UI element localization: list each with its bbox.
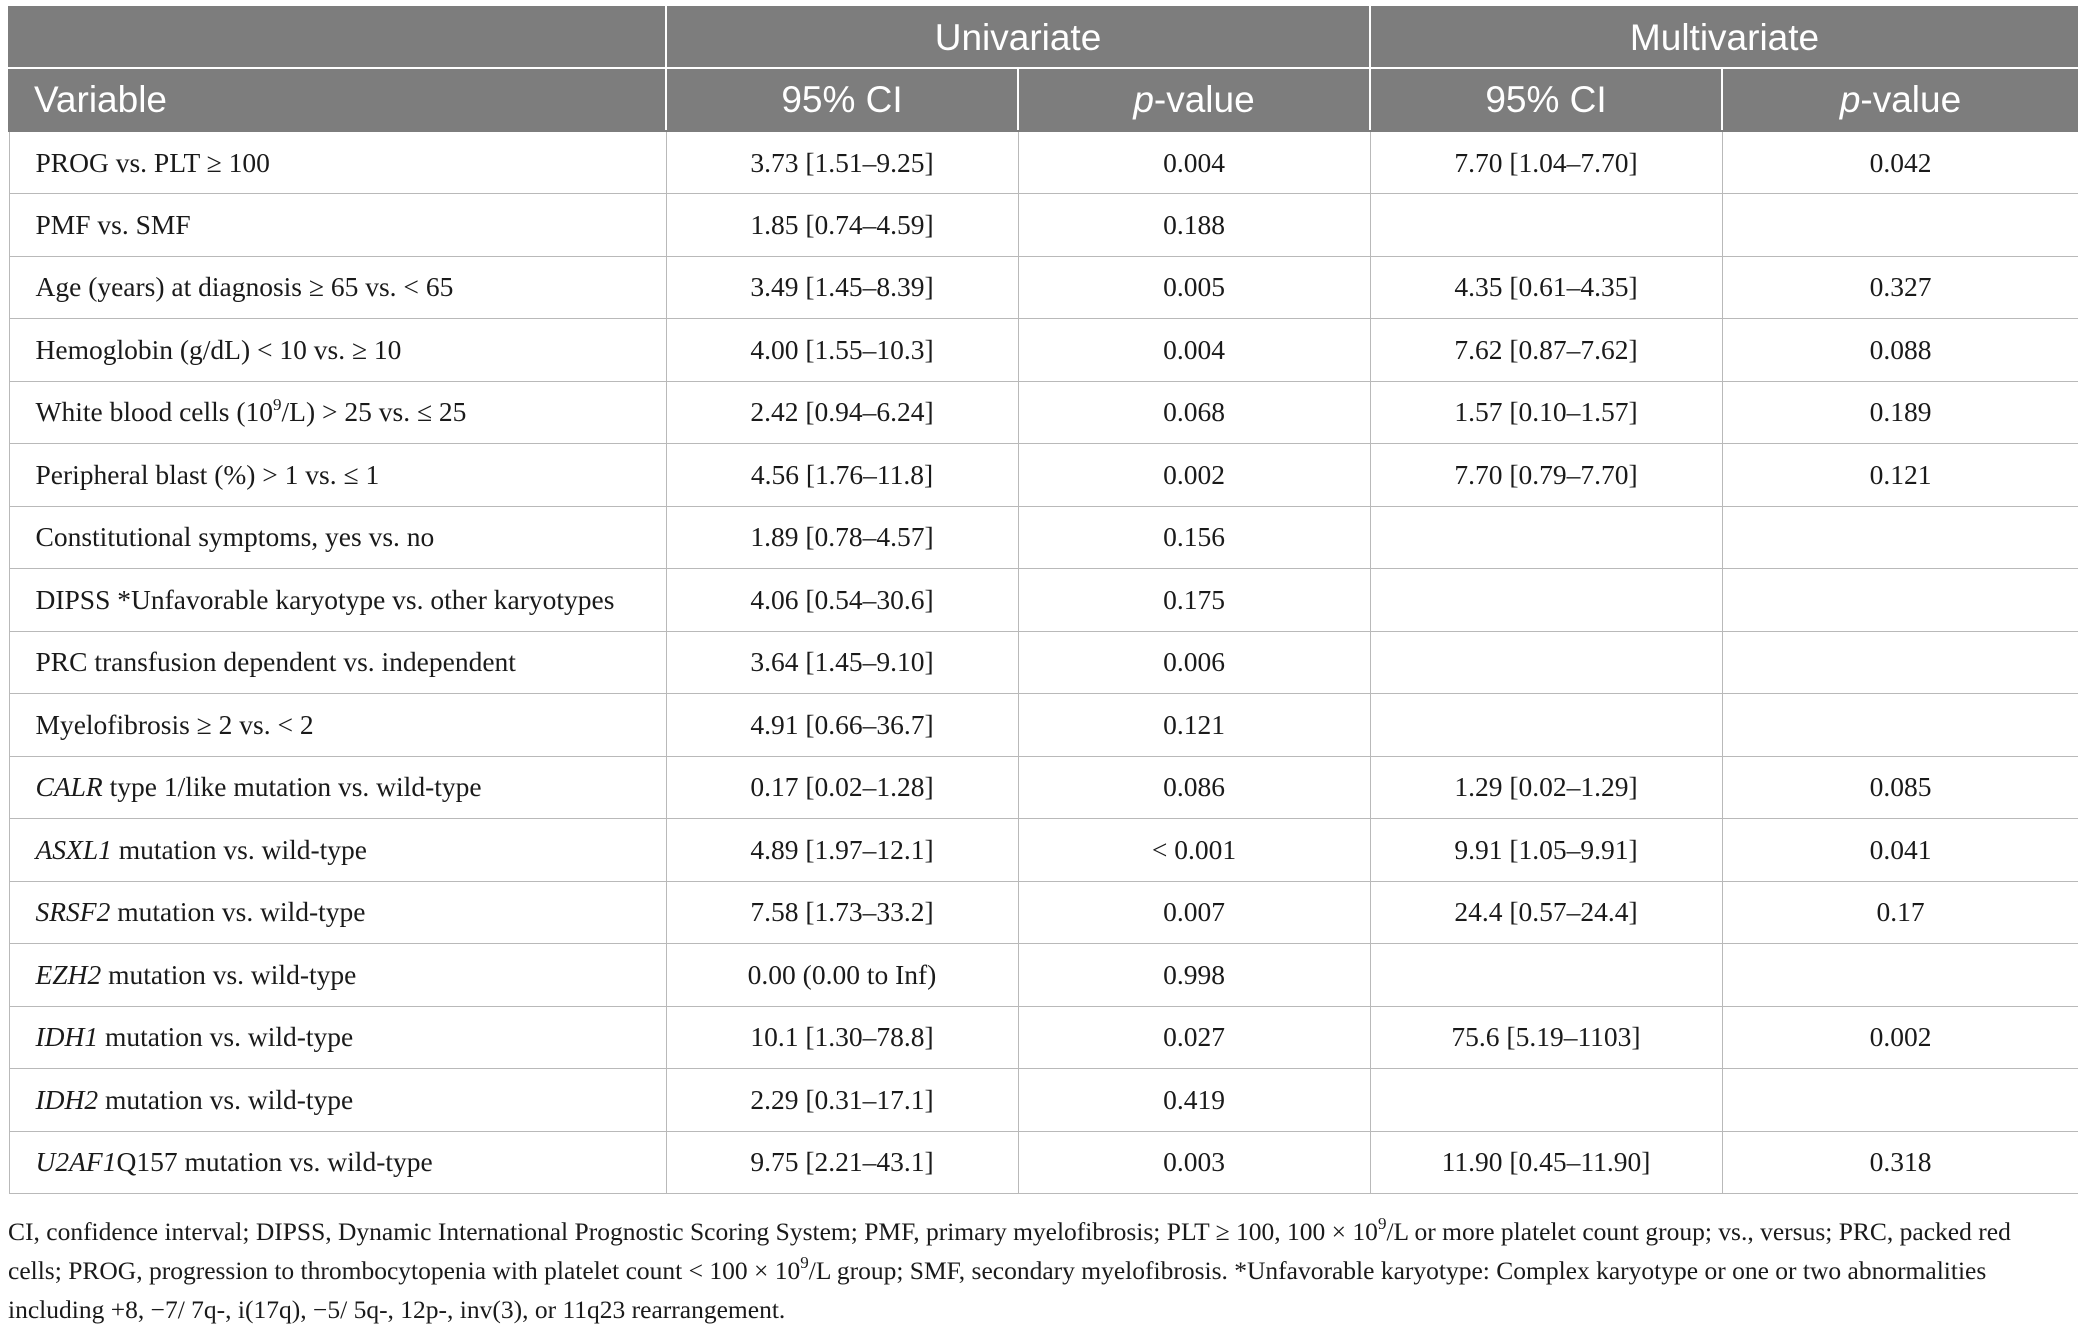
univariate-pvalue-cell: 0.003: [1018, 1131, 1370, 1194]
table-row: [9, 756, 2078, 819]
multivariate-ci-cell: [1370, 944, 1722, 1007]
variable-label: Age (years) at diagnosis ≥ 65 vs. < 65: [35, 271, 454, 303]
header-multivariate-ci: 95% CI: [1370, 68, 1722, 131]
multivariate-ci-cell: 7.70 [1.04–7.70]: [1370, 131, 1722, 194]
variable-cell: [9, 756, 666, 819]
multivariate-ci-cell: 7.70 [0.79–7.70]: [1370, 444, 1722, 507]
univariate-ci-cell: 4.91 [0.66–36.7]: [666, 694, 1018, 757]
variable-label: mutation vs. wild-type: [98, 1021, 354, 1053]
column-header-row: [9, 68, 2078, 131]
multivariate-ci-cell: 11.90 [0.45–11.90]: [1370, 1131, 1722, 1194]
univariate-ci-cell: 0.17 [0.02–1.28]: [666, 756, 1018, 819]
univariate-ci-cell: 2.29 [0.31–17.1]: [666, 1069, 1018, 1132]
multivariate-ci-cell: 7.62 [0.87–7.62]: [1370, 319, 1722, 382]
multivariate-pvalue-cell: [1722, 506, 2078, 569]
p-rest: -value: [1153, 78, 1255, 120]
variable-cell: [9, 256, 666, 319]
variable-cell: [9, 819, 666, 882]
multivariate-ci-cell: [1370, 631, 1722, 694]
univariate-ci-cell: 7.58 [1.73–33.2]: [666, 881, 1018, 944]
table-row: [9, 819, 2078, 882]
table-row: [9, 1006, 2078, 1069]
group-header-row: [9, 7, 2078, 68]
variable-label: mutation vs. wild-type: [101, 958, 357, 990]
table-row: [9, 444, 2078, 507]
multivariate-pvalue-cell: 0.002: [1722, 1006, 2078, 1069]
univariate-ci-cell: 3.73 [1.51–9.25]: [666, 131, 1018, 194]
multivariate-ci-cell: [1370, 569, 1722, 632]
table-row: [9, 1069, 2078, 1132]
univariate-pvalue-cell: 0.086: [1018, 756, 1370, 819]
variable-cell: [9, 694, 666, 757]
gene-name: SRSF2: [35, 896, 111, 928]
univariate-pvalue-cell: 0.004: [1018, 131, 1370, 194]
univariate-ci-cell: 1.85 [0.74–4.59]: [666, 194, 1018, 257]
multivariate-ci-cell: 9.91 [1.05–9.91]: [1370, 819, 1722, 882]
variable-cell: [9, 381, 666, 444]
table-row: [9, 694, 2078, 757]
multivariate-ci-cell: 1.57 [0.10–1.57]: [1370, 381, 1722, 444]
gene-name: U2AF1: [35, 1146, 117, 1178]
univariate-ci-cell: 3.49 [1.45–8.39]: [666, 256, 1018, 319]
variable-cell: [9, 1006, 666, 1069]
variable-superscript: 9: [273, 395, 282, 415]
univariate-pvalue-cell: 0.005: [1018, 256, 1370, 319]
variable-label: Constitutional symptoms, yes vs. no: [35, 521, 435, 553]
variable-prefix: White blood cells (10: [35, 396, 274, 428]
univariate-pvalue-cell: 0.027: [1018, 1006, 1370, 1069]
multivariate-pvalue-cell: 0.088: [1722, 319, 2078, 382]
gene-name: IDH2: [35, 1083, 99, 1115]
variable-label: Myelofibrosis ≥ 2 vs. < 2: [35, 708, 314, 740]
variable-cell: [9, 569, 666, 632]
multivariate-ci-cell: 75.6 [5.19–1103]: [1370, 1006, 1722, 1069]
univariate-pvalue-cell: 0.998: [1018, 944, 1370, 1007]
table-row: [9, 1131, 2078, 1194]
variable-label: PRC transfusion dependent vs. independent: [35, 646, 516, 678]
multivariate-pvalue-cell: 0.318: [1722, 1131, 2078, 1194]
variable-label: mutation vs. wild-type: [110, 896, 366, 928]
multivariate-pvalue-cell: [1722, 631, 2078, 694]
footnote-sup1: 9: [1377, 1214, 1387, 1233]
variable-cell: [9, 1131, 666, 1194]
variable-label: mutation vs. wild-type: [111, 833, 368, 865]
variable-label: mutation vs. wild-type: [98, 1083, 354, 1115]
p-italic: p: [1133, 78, 1154, 120]
multivariate-pvalue-cell: 0.041: [1722, 819, 2078, 882]
p-italic: p: [1839, 78, 1861, 120]
header-univariate: Univariate: [666, 7, 1370, 68]
variable-cell: [9, 1069, 666, 1132]
multivariate-pvalue-cell: 0.121: [1722, 444, 2078, 507]
variable-label: DIPSS *Unfavorable karyotype vs. other karyotypes: [35, 583, 615, 615]
multivariate-pvalue-cell: [1722, 944, 2078, 1007]
gene-name: IDH1: [35, 1021, 99, 1053]
multivariate-pvalue-cell: [1722, 694, 2078, 757]
table-row: [9, 506, 2078, 569]
variable-label: Q157 mutation vs. wild-type: [116, 1146, 433, 1178]
univariate-pvalue-cell: 0.188: [1018, 194, 1370, 257]
multivariate-ci-cell: 4.35 [0.61–4.35]: [1370, 256, 1722, 319]
univariate-ci-cell: 4.89 [1.97–12.1]: [666, 819, 1018, 882]
univariate-pvalue-cell: 0.156: [1018, 506, 1370, 569]
multivariate-pvalue-cell: [1722, 194, 2078, 257]
variable-label: PROG vs. PLT ≥ 100: [35, 146, 270, 178]
variable-label: PMF vs. SMF: [35, 208, 191, 240]
variable-cell: [9, 944, 666, 1007]
table-footnote: [8, 1212, 2070, 1329]
regression-table: [8, 6, 2078, 1194]
header-blank-cell: [9, 7, 666, 68]
univariate-pvalue-cell: 0.002: [1018, 444, 1370, 507]
univariate-pvalue-cell: 0.006: [1018, 631, 1370, 694]
variable-cell: [9, 194, 666, 257]
variable-label: Hemoglobin (g/dL) < 10 vs. ≥ 10: [35, 333, 402, 365]
footnote-part2: /L or more platelet count group; vs., versus; PRC, packed red cells; PROG, progression to thrombocytopenia with platelet count < 100 × 10: [8, 1217, 2011, 1285]
multivariate-pvalue-cell: 0.327: [1722, 256, 2078, 319]
p-rest: -value: [1860, 78, 1962, 120]
univariate-pvalue-cell: 0.175: [1018, 569, 1370, 632]
table-row: [9, 569, 2078, 632]
results-table-wrapper: [8, 6, 2078, 1194]
gene-name: CALR: [35, 771, 103, 803]
univariate-ci-cell: 10.1 [1.30–78.8]: [666, 1006, 1018, 1069]
multivariate-ci-cell: [1370, 694, 1722, 757]
univariate-pvalue-cell: 0.007: [1018, 881, 1370, 944]
variable-cell: [9, 506, 666, 569]
variable-cell: [9, 319, 666, 382]
multivariate-ci-cell: [1370, 1069, 1722, 1132]
univariate-ci-cell: 4.00 [1.55–10.3]: [666, 319, 1018, 382]
univariate-ci-cell: 3.64 [1.45–9.10]: [666, 631, 1018, 694]
univariate-pvalue-cell: 0.004: [1018, 319, 1370, 382]
variable-cell: [9, 131, 666, 194]
univariate-pvalue-cell: 0.121: [1018, 694, 1370, 757]
table-body: [9, 131, 2078, 1194]
multivariate-ci-cell: 24.4 [0.57–24.4]: [1370, 881, 1722, 944]
header-multivariate-pvalue: [1722, 68, 2078, 131]
header-variable: Variable: [9, 68, 666, 131]
univariate-ci-cell: 4.56 [1.76–11.8]: [666, 444, 1018, 507]
footnote-part1: CI, confidence interval; DIPSS, Dynamic International Prognostic Scoring System; PMF, primary myelofibrosis; PLT ≥ 100, 100 × 10: [8, 1217, 1378, 1246]
variable-cell: [9, 444, 666, 507]
table-row: [9, 319, 2078, 382]
multivariate-pvalue-cell: [1722, 569, 2078, 632]
univariate-ci-cell: 1.89 [0.78–4.57]: [666, 506, 1018, 569]
footnote-sup2: 9: [800, 1253, 809, 1272]
variable-label: type 1/like mutation vs. wild-type: [102, 771, 482, 803]
multivariate-pvalue-cell: 0.085: [1722, 756, 2078, 819]
variable-label: /L) > 25 vs. ≤ 25: [281, 396, 467, 428]
gene-name: ASXL1: [35, 833, 112, 865]
table-row: [9, 131, 2078, 194]
gene-name: EZH2: [35, 958, 102, 990]
header-univariate-ci: 95% CI: [666, 68, 1018, 131]
univariate-ci-cell: 0.00 (0.00 to Inf): [666, 944, 1018, 1007]
footnote-part3: /L group; SMF, secondary myelofibrosis. *Unfavorable karyotype: Complex karyotype or one or two abnormalities including +8, −7/ 7q-, i(17q), −5/ 5q-, 12p-, inv(3), or 11q23 rearrangement.: [8, 1256, 1987, 1324]
table-row: [9, 631, 2078, 694]
multivariate-pvalue-cell: 0.042: [1722, 131, 2078, 194]
variable-label: Peripheral blast (%) > 1 vs. ≤ 1: [35, 458, 380, 490]
univariate-pvalue-cell: 0.419: [1018, 1069, 1370, 1132]
multivariate-pvalue-cell: 0.189: [1722, 381, 2078, 444]
multivariate-ci-cell: 1.29 [0.02–1.29]: [1370, 756, 1722, 819]
header-univariate-pvalue: [1018, 68, 1370, 131]
univariate-ci-cell: 4.06 [0.54–30.6]: [666, 569, 1018, 632]
multivariate-ci-cell: [1370, 194, 1722, 257]
table-row: [9, 256, 2078, 319]
multivariate-pvalue-cell: [1722, 1069, 2078, 1132]
table-row: [9, 194, 2078, 257]
variable-cell: [9, 881, 666, 944]
multivariate-pvalue-cell: 0.17: [1722, 881, 2078, 944]
table-row: [9, 944, 2078, 1007]
univariate-pvalue-cell: 0.068: [1018, 381, 1370, 444]
variable-cell: [9, 631, 666, 694]
multivariate-ci-cell: [1370, 506, 1722, 569]
header-multivariate: Multivariate: [1370, 7, 2078, 68]
univariate-ci-cell: 9.75 [2.21–43.1]: [666, 1131, 1018, 1194]
table-row: [9, 381, 2078, 444]
univariate-ci-cell: 2.42 [0.94–6.24]: [666, 381, 1018, 444]
univariate-pvalue-cell: < 0.001: [1018, 819, 1370, 882]
table-row: [9, 881, 2078, 944]
